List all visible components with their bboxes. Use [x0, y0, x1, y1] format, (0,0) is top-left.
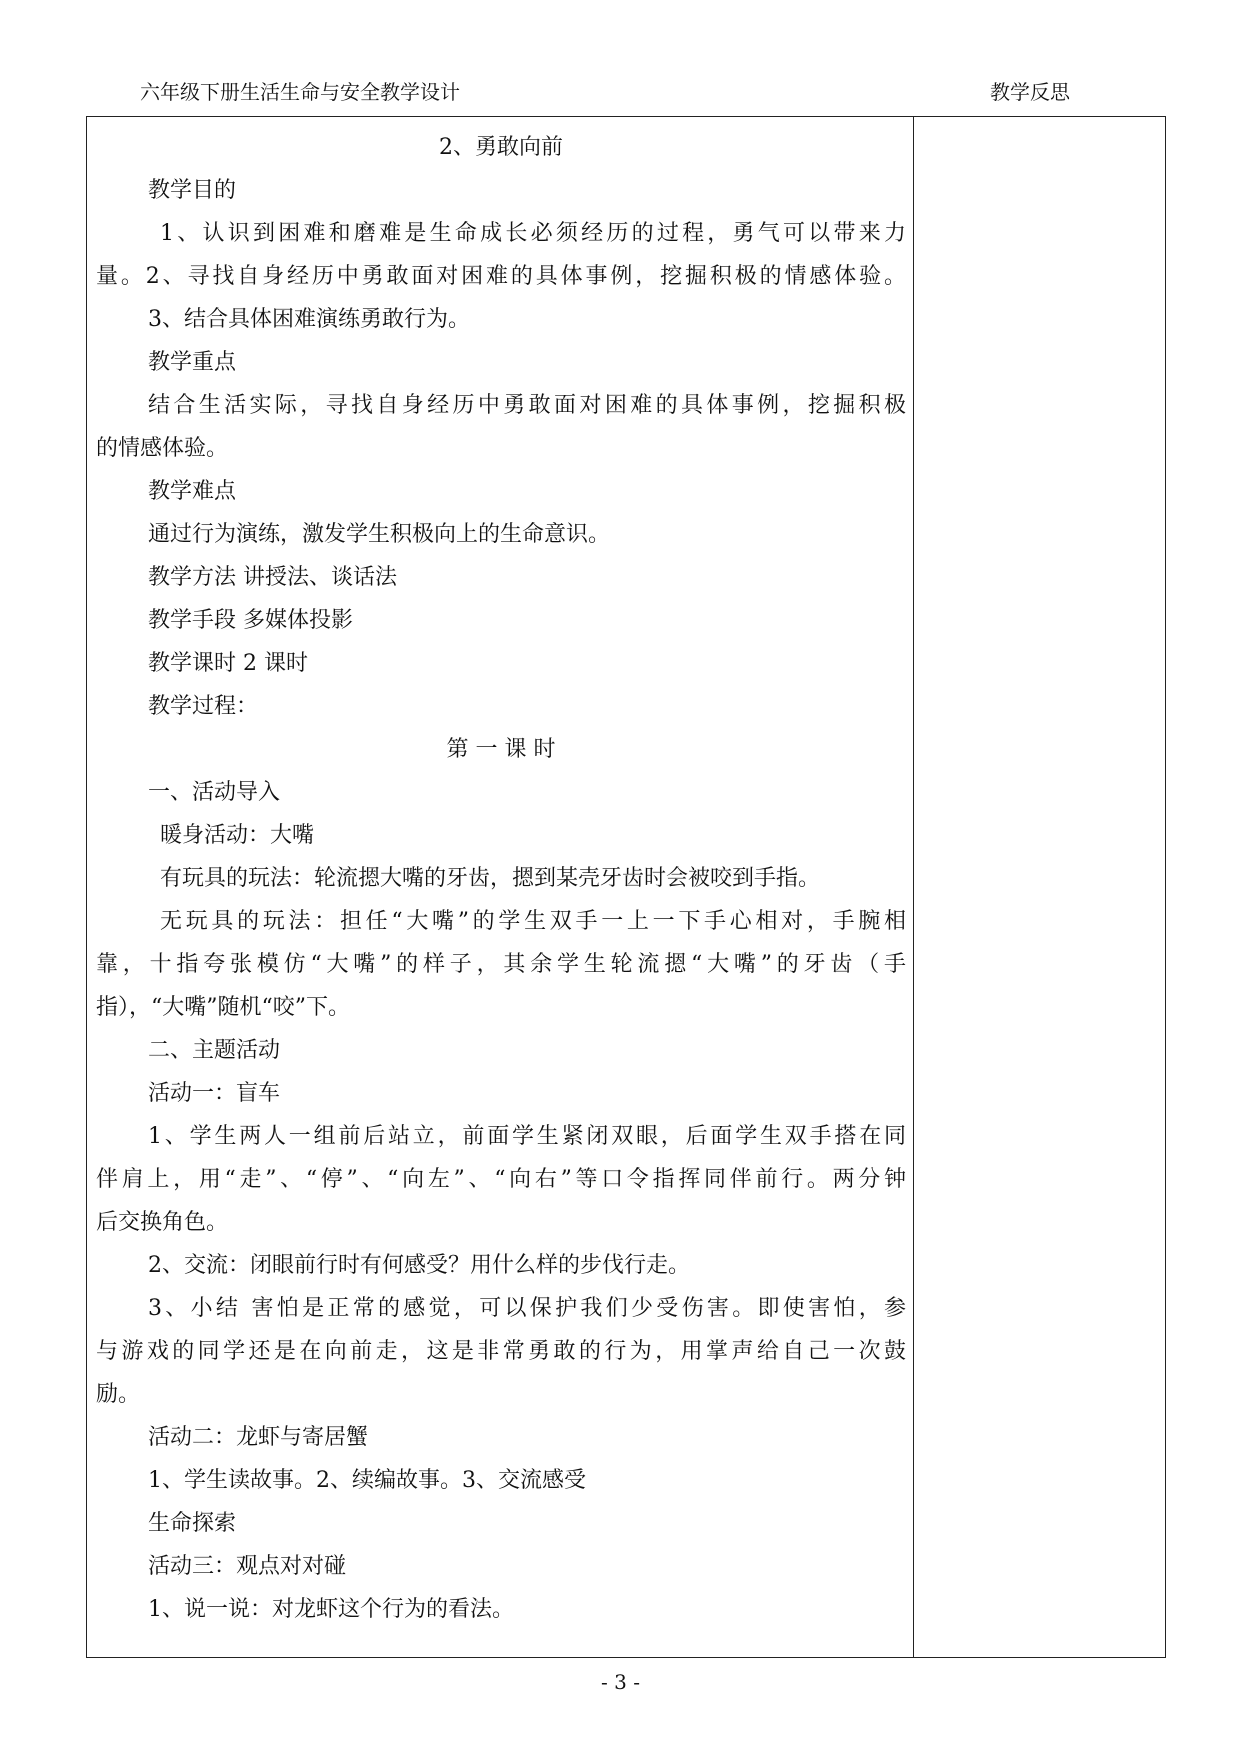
activity-two-heading: 活动二：龙虾与寄居蟹	[148, 1425, 369, 1450]
key-points-line-1: 结合生活实际，寻找自身经历中勇敢面对困难的具体事例，挖掘积极	[148, 393, 906, 418]
key-points-line-2: 的情感体验。	[96, 436, 229, 461]
page-number: - 3 -	[601, 1670, 640, 1694]
no-toy-rule-line-3: 指），“大嘴”随机“咬”下。	[96, 995, 350, 1020]
activity-one-discussion: 2、交流：闭眼前行时有何感受？用什么样的步伐行走。	[148, 1253, 690, 1278]
toy-play-rule: 有玩具的玩法：轮流摁大嘴的牙齿，摁到某壳牙齿时会被咬到手指。	[160, 866, 821, 891]
activity-one-line-1: 1、学生两人一组前后站立，前面学生紧闭双眼，后面学生双手搭在同	[148, 1124, 906, 1149]
objective-line-3: 3、结合具体困难演练勇敢行为。	[148, 307, 470, 332]
activity-one-summary-line-2: 与游戏的同学还是在向前走，这是非常勇敢的行为，用掌声给自己一次鼓	[96, 1339, 906, 1364]
lesson-period-heading: 第 一 课 时	[446, 737, 556, 762]
activity-intro-heading: 一、活动导入	[148, 780, 281, 805]
activity-one-heading: 活动一：盲车	[148, 1081, 281, 1106]
section-heading-objectives: 教学目的	[148, 178, 237, 203]
header-reflection-label: 教学反思	[990, 80, 1070, 104]
activity-one-line-2: 伴肩上，用“走”、“停”、“向左”、“向右”等口令指挥同伴前行。两分钟	[96, 1167, 906, 1192]
activity-three-step-1: 1、说一说：对龙虾这个行为的看法。	[148, 1597, 514, 1622]
objective-line-1: 1、认识到困难和磨难是生命成长必须经历的过程，勇气可以带来力	[160, 221, 906, 246]
lesson-title: 2、勇敢向前	[439, 135, 563, 160]
warmup-activity: 暖身活动：大嘴	[160, 823, 315, 848]
teaching-method: 教学方法 讲授法、谈话法	[148, 565, 397, 590]
no-toy-rule-line-1: 无玩具的玩法：担任“大嘴”的学生双手一上一下手心相对，手腕相	[160, 909, 906, 934]
activity-one-line-3: 后交换角色。	[96, 1210, 229, 1235]
column-divider	[913, 116, 914, 1658]
section-heading-key-points: 教学重点	[148, 350, 237, 375]
theme-activity-heading: 二、主题活动	[148, 1038, 281, 1063]
teaching-process-heading: 教学过程：	[148, 694, 259, 719]
activity-three-heading: 活动三：观点对对碰	[148, 1554, 347, 1579]
objective-line-2: 量。2、寻找自身经历中勇敢面对困难的具体事例，挖掘积极的情感体验。	[96, 264, 906, 289]
header-title: 六年级下册生活生命与安全教学设计	[140, 80, 460, 104]
no-toy-rule-line-2: 靠，十指夸张模仿“大嘴”的样子，其余学生轮流摁“大嘴”的牙齿（手	[96, 952, 906, 977]
life-exploration-heading: 生命探索	[148, 1511, 237, 1536]
lesson-content-column	[96, 126, 906, 1631]
difficulties-text: 通过行为演练，激发学生积极向上的生命意识。	[148, 522, 611, 547]
section-heading-difficulties: 教学难点	[148, 479, 237, 504]
teaching-means: 教学手段 多媒体投影	[148, 608, 353, 633]
activity-one-summary-line-1: 3、小结 害怕是正常的感觉，可以保护我们少受伤害。即使害怕，参	[148, 1296, 906, 1321]
teaching-hours: 教学课时 2 课时	[148, 651, 308, 676]
activity-one-summary-line-3: 励。	[96, 1382, 141, 1407]
activity-two-steps: 1、学生读故事。2、续编故事。3、交流感受	[148, 1468, 586, 1493]
